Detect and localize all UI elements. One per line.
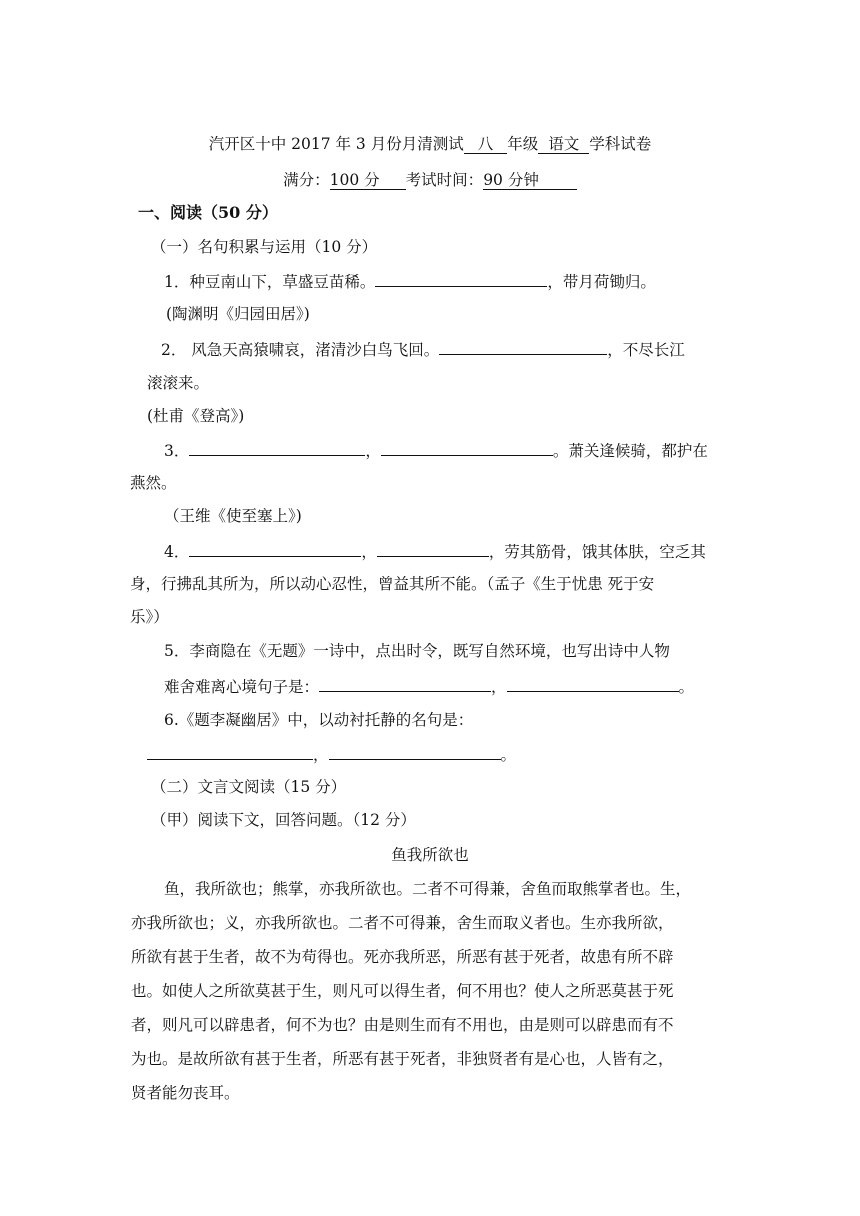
question-3: 3． ， 。萧关逢候骑，都护在 <box>164 442 708 460</box>
question-4: 4． ， ，劳其筋骨，饿其体肤，空乏其 <box>164 543 706 561</box>
question-4-cont2: 乐》） <box>130 608 169 626</box>
answer-blank[interactable] <box>439 339 607 355</box>
passage-line: 为也。是故所欲有甚于生者，所恶有甚于死者，非独贤者有是心也，人皆有之， <box>131 1050 674 1068</box>
passage-line: 鱼，我所欲也；熊掌，亦我所欲也。二者不可得兼，舍鱼而取熊掌者也。生， <box>164 880 692 898</box>
question-5-cont: 难舍难离心境句子是： ， 。 <box>164 678 695 696</box>
answer-blank[interactable] <box>375 271 547 287</box>
question-4-cont: 身，行拂乱其所为，所以动心忍性，曾益其所不能。（孟子《生于忧患 死于安 <box>130 575 655 593</box>
answer-blank[interactable] <box>507 676 679 692</box>
answer-blank[interactable] <box>329 744 501 760</box>
passage-line: 也。如使人之所欲莫甚于生，则凡可以得生者，何不用也？使人之所恶莫甚于死 <box>131 982 674 1000</box>
section1-heading: 一、阅读（50 分） <box>138 203 278 222</box>
answer-blank[interactable] <box>189 541 361 557</box>
answer-blank[interactable] <box>381 440 553 456</box>
score-value: 100 分 <box>330 172 406 190</box>
question-3-source: （王维《使至塞上》) <box>164 507 302 525</box>
time-value: 90 分钟 <box>483 172 577 190</box>
subject-blank: 语文 <box>538 136 589 154</box>
answer-blank[interactable] <box>319 676 491 692</box>
exam-meta: 满分：100 分 考试时间：90 分钟 <box>0 170 860 190</box>
passage-line: 者，则凡可以辟患者，何不为也？由是则生而有不用也，由是则可以辟患而有不 <box>131 1016 674 1034</box>
question-1-source: (陶渊明《归园田居》) <box>166 305 310 323</box>
question-2-cont: 滚滚来。 <box>147 374 210 392</box>
question-1: 1．种豆南山下，草盛豆苗稀。 ，带月荷锄归。 <box>164 273 656 291</box>
question-3-cont: 燕然。 <box>130 474 177 492</box>
passage-line: 亦我所欲也；义，亦我所欲也。二者不可得兼，舍生而取义者也。生亦我所欲， <box>131 914 674 932</box>
answer-blank[interactable] <box>147 744 313 760</box>
exam-title: 汽开区十中 2017 年 3 月份月清测试 八 年级 语文 学科试卷 <box>208 135 652 153</box>
question-5: 5．李商隐在《无题》一诗中，点出时令，既写自然环境，也写出诗中人物 <box>164 642 670 660</box>
part2-subheading: （甲）阅读下文，回答问题。（12 分） <box>151 811 416 829</box>
part2-heading: （二）文言文阅读（15 分） <box>151 778 347 796</box>
part1-heading: （一）名句积累与运用（10 分） <box>151 238 378 256</box>
answer-blank[interactable] <box>189 440 365 456</box>
answer-blank[interactable] <box>377 541 489 557</box>
grade-blank: 八 <box>464 136 508 154</box>
question-2-source: (杜甫《登高》) <box>147 407 245 425</box>
question-2: 2． 风急天高猿啸哀，渚清沙白鸟飞回。 ，不尽长江 <box>161 341 685 359</box>
passage-line: 贤者能勿丧耳。 <box>131 1084 240 1102</box>
question-6-answers: ， 。 <box>147 744 516 765</box>
question-6: 6.《题李凝幽居》中，以动衬托静的名句是： <box>164 711 474 729</box>
passage-line: 所欲有甚于生者，故不为苟得也。死亦我所恶，所恶有甚于死者，故患有所不辟 <box>131 948 674 966</box>
passage-title: 鱼我所欲也 <box>391 846 469 864</box>
